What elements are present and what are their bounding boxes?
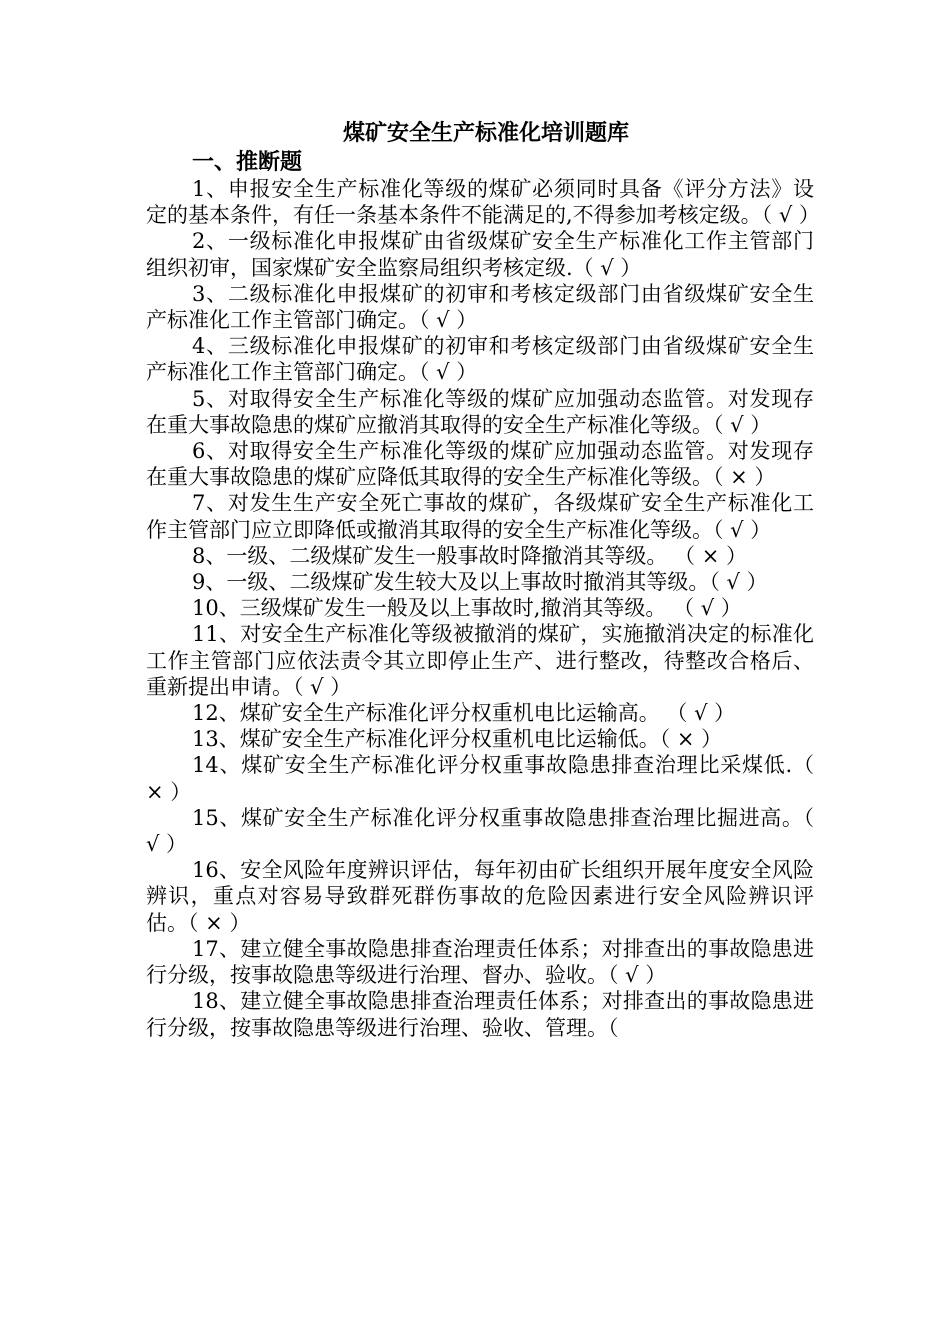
question-item: 18、建立健全事故隐患排查治理责任体系；对排查出的事故隐患进行分级，按事故隐患等级进行治理、验收、管理。（ <box>146 989 814 1040</box>
question-item: 9、一级、二级煤矿发生较大及以上事故时撤消其等级。（ √ ） <box>192 570 768 595</box>
document-title: 煤矿安全生产标准化培训题库 <box>342 120 629 146</box>
question-item: 13、煤矿安全生产标准化评分权重机电比运输低。（ × ） <box>192 727 723 752</box>
question-item: 15、煤矿安全生产标准化评分权重事故隐患排查治理比掘进高。（ √ ） <box>146 805 814 857</box>
question-item: 10、三级煤矿发生一般及以上事故时,撤消其等级。 （ √ ） <box>192 596 742 621</box>
question-item: 7、对发生生产安全死亡事故的煤矿，各级煤矿安全生产标准化工作主管部门应立即降低或撤消其取得的安全生产标准化等级。（ √ ） <box>146 491 814 542</box>
question-item: 1、申报安全生产标准化等级的煤矿必须同时具备《评分方法》设定的基本条件，有任一条基本条件不能满足的,不得参加考核定级。（ √ ） <box>146 177 820 228</box>
question-list <box>146 176 820 1041</box>
document-page <box>146 118 820 1041</box>
question-item: 17、建立健全事故隐患排查治理责任体系；对排查出的事故隐患进行分级，按事故隐患等级进行治理、督办、验收。（ √ ） <box>146 936 814 988</box>
question-item: 3、二级标准化申报煤矿的初审和考核定级部门由省级煤矿安全生产标准化工作主管部门确定。（ √ ） <box>146 281 814 333</box>
question-item: 14、煤矿安全生产标准化评分权重事故隐患排查治理比采煤低.（ × ） <box>146 753 814 804</box>
question-item: 2、一级标准化申报煤矿由省级煤矿安全生产标准化工作主管部门组织初审，国家煤矿安全监察局组织考核定级.（ √ ） <box>146 229 814 280</box>
section-heading: 一、推断题 <box>192 149 303 175</box>
question-item: 12、煤矿安全生产标准化评分权重机电比运输高。 （ √ ） <box>192 701 736 726</box>
question-item: 4、三级标准化申报煤矿的初审和考核定级部门由省级煤矿安全生产标准化工作主管部门确定。（ √ ） <box>146 334 814 385</box>
question-item: 8、一级、二级煤矿发生一般事故时降撤消其等级。 （ × ） <box>192 543 747 568</box>
question-item: 16、安全风险年度辨识评估，每年初由矿长组织开展年度安全风险辨识，重点对容易导致群死群伤事故的危险因素进行安全风险辨识评估。（ × ） <box>146 858 814 935</box>
question-item: 11、对安全生产标准化等级被撤消的煤矿，实施撤消决定的标准化工作主管部门应依法责令其立即停止生产、进行整改，待整改合格后、重新提出申请。（ √ ） <box>146 622 814 699</box>
question-item: 5、对取得安全生产标准化等级的煤矿应加强动态监管。对发现存在重大事故隐患的煤矿应撤消其取得的安全生产标准化等级。（ √ ） <box>146 386 814 437</box>
question-item: 6、对取得安全生产标准化等级的煤矿应加强动态监管。对发现存在重大事故隐患的煤矿应降低其取得的安全生产标准化等级。（ × ） <box>146 439 814 490</box>
